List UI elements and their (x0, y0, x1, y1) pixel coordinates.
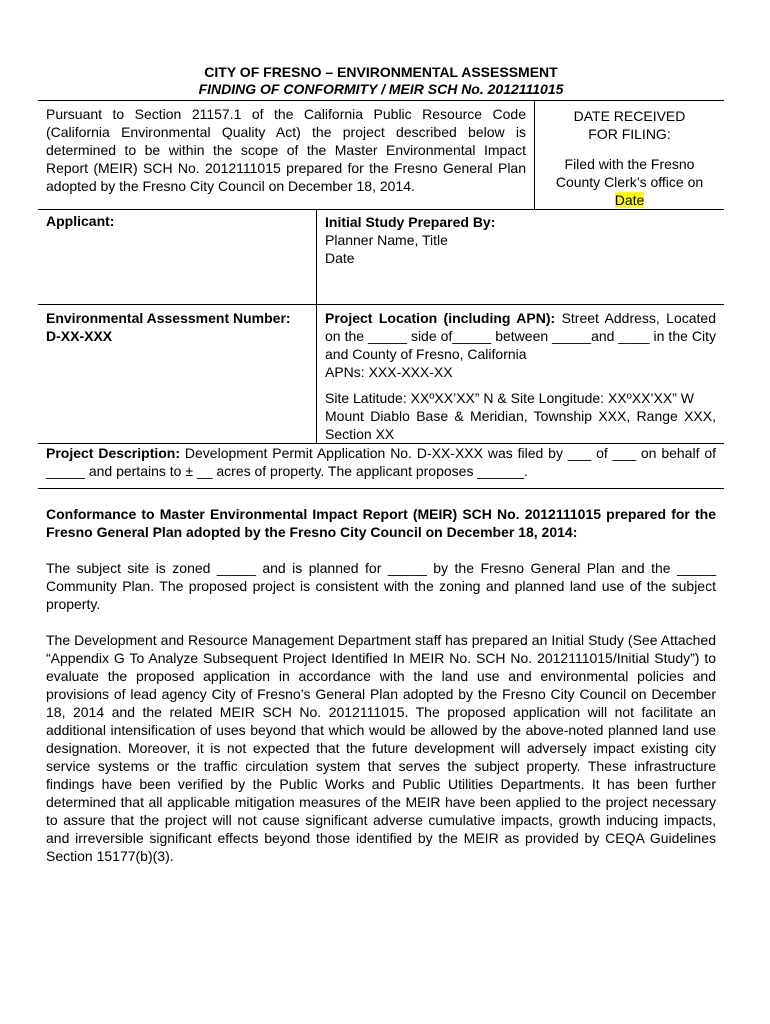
filed-with-text: Filed with the Fresno County Clerk’s office on (555, 156, 704, 190)
date-received-cell (535, 101, 725, 210)
lat-long-text: Site Latitude: XXºXX’XX” N & Site Longitude: XXºXX’XX” W (325, 390, 694, 406)
project-description-label: Project Description: (46, 445, 181, 461)
zoning-paragraph: The subject site is zoned _____ and is planned for _____ by the Fresno General Plan and the _____ Community Plan. The proposed project is consistent with the zoning and planned land use of the subject property. (46, 560, 716, 612)
applicant-label: Applicant: (46, 213, 115, 229)
details-table (38, 209, 724, 443)
date-received-label: DATE RECEIVED FOR FILING: (573, 108, 686, 142)
planner-name: Planner Name, Title (325, 232, 448, 248)
apn-text: APNs: XXX-XXX-XX (325, 364, 453, 380)
project-description-block (38, 443, 724, 489)
applicant-cell (38, 210, 317, 305)
pursuant-text: Pursuant to Section 21157.1 of the California Public Resource Code (California Environmental Quality Act) the project described below is determined to be within the scope of the Master Environmental Impact Report (MEIR) SCH No. 2012111015 prepared for the Fresno General Plan adopted by the Fresno City Council on December 18, 2014. (46, 106, 526, 194)
initial-study-label: Initial Study Prepared By: (325, 214, 496, 230)
project-location-cell (317, 305, 725, 444)
project-location-text: Street Address, Located on the _____ side of_____ between _____and ____ in the City and County of Fresno, California (325, 310, 716, 362)
document-page (38, 64, 724, 865)
initial-study-paragraph: The Development and Resource Management Department staff has prepared an Initial Study (See Attached “Appendix G To Analyze Subsequent Project Identified In MEIR No. SCH No. 2012111015/Initial Study”) to evaluate the proposed application in accordance with the land use and environmental policies and provisions of lead agency City of Fresno’s General Plan adopted by the Fresno City Council on December 18, 2014 and the related MEIR SCH No. 2012111015. The proposed application will not facilitate an additional intensification of uses beyond that which would be allowed by the above-noted planned land use designation. Moreover, it is not expected that the future development will adversely impact existing city service systems or the traffic circulation system that serves the subject property. These infrastructure findings have been verified by the Public Works and Public Utilities Departments. It has been further determined that all applicable mitigation measures of the MEIR have been applied to the project necessary to assure that the project will not cause significant adverse cumulative impacts, growth inducing impacts, and irreversible significant effects beyond those identified by the MEIR as provided by CEQA Guidelines Section 15177(b)(3). (46, 632, 716, 864)
initial-study-cell (317, 210, 725, 305)
conformance-heading: Conformance to Master Environmental Impact Report (MEIR) SCH No. 2012111015 prepared for the Fresno General Plan adopted by the Fresno City Council on December 18, 2014: (46, 506, 716, 540)
assessment-form-table (38, 100, 724, 209)
ea-number-cell (38, 305, 317, 444)
project-location-label: Project Location (including APN): (325, 310, 556, 326)
date-placeholder[interactable]: Date (614, 192, 645, 208)
project-description-text: Development Permit Application No. D-XX-XXX was filed by ___ of ___ on behalf of _____ and pertains to ± __ acres of property. The applicant proposes ______. (46, 445, 717, 479)
initial-study-date: Date (325, 250, 355, 266)
pursuant-cell (38, 101, 535, 210)
document-subtitle: FINDING OF CONFORMITY / MEIR SCH No. 2012111015 (198, 81, 564, 97)
ea-number-label: Environmental Assessment Number: (46, 310, 291, 326)
ea-number-value: D-XX-XXX (46, 328, 113, 344)
meridian-text: Mount Diablo Base & Meridian, Township XXX, Range XXX, Section XX (325, 408, 716, 442)
document-title: CITY OF FRESNO – ENVIRONMENTAL ASSESSMENT (204, 64, 558, 80)
